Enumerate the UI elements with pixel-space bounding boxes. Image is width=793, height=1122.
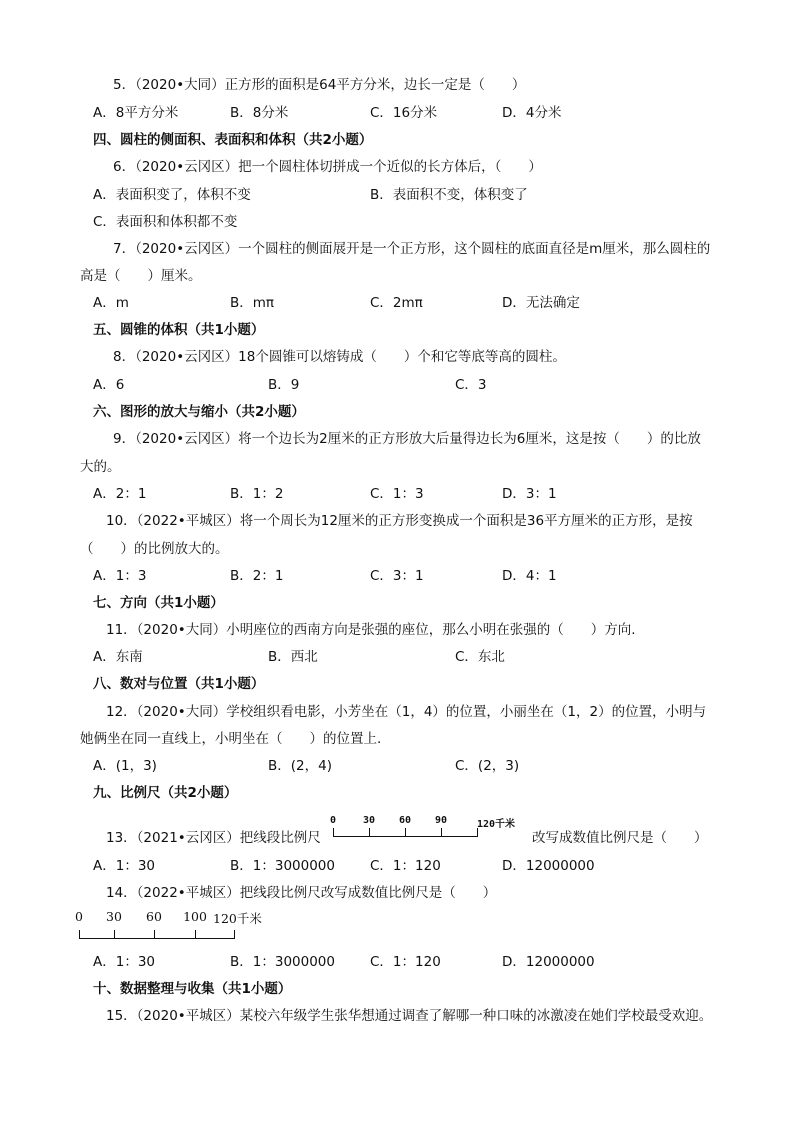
q14-scale-label-30: 30 <box>106 909 122 924</box>
q11-option-b: B．西北 <box>268 649 318 665</box>
question-5-stem: 5．（2020•大同）正方形的面积是64平方分米，边长一定是（ ） <box>113 77 526 93</box>
q5-option-a: A．8平方分米 <box>93 105 179 121</box>
section-heading-5: 五、圆锥的体积（共1小题） <box>93 322 265 338</box>
q11-option-c: C．东北 <box>455 649 505 665</box>
q7-option-d: D．无法确定 <box>502 295 580 311</box>
q14-option-a: A．1：30 <box>93 954 156 970</box>
q11-option-a: A．东南 <box>93 649 143 665</box>
question-9-stem-line2: 大的。 <box>80 459 121 475</box>
q14-scale-label-100: 100 <box>183 909 207 924</box>
q6-option-b: B．表面积不变，体积变了 <box>370 187 528 203</box>
question-11-stem: 11．（2020•大同）小明座位的西南方向是张强的座位，那么小明在张强的（ ）方向. <box>106 622 636 638</box>
q14-scale-tick <box>234 930 235 939</box>
q14-scale-label-60: 60 <box>146 909 162 924</box>
q9-option-b: B．1：2 <box>230 486 284 502</box>
q13-scale-tick <box>441 828 442 837</box>
q14-scale-tick <box>79 930 80 939</box>
q13-option-b: B．1：3000000 <box>230 858 335 874</box>
q10-option-b: B．2：1 <box>230 568 284 584</box>
q13-scale-tick <box>369 828 370 837</box>
question-12-stem-line1: 12．（2020•大同）学校组织看电影，小芳坐在（1，4）的位置，小丽坐在（1，2）的位置，小明与 <box>106 704 707 720</box>
question-10-stem-line2: （ ）的比例放大的。 <box>80 541 229 557</box>
q13-scale-tick <box>333 828 334 837</box>
section-heading-7: 七、方向（共1小题） <box>93 595 224 611</box>
q14-line-scale <box>74 909 274 943</box>
q9-option-a: A．2：1 <box>93 486 147 502</box>
q13-scale-label-90: 90 <box>434 815 448 826</box>
q7-option-c: C．2mπ <box>370 295 423 311</box>
q6-option-c: C．表面积和体积都不变 <box>93 214 238 230</box>
q8-option-a: A．6 <box>93 377 125 393</box>
q12-option-b: B．(2，4) <box>268 758 332 774</box>
q5-option-b: B．8分米 <box>230 105 289 121</box>
section-heading-8: 八、数对与位置（共1小题） <box>93 676 265 692</box>
q13-line-scale <box>325 815 525 839</box>
question-14-stem: 14．（2022•平城区）把线段比例尺改写成数值比例尺是（ ） <box>106 885 497 901</box>
q10-option-c: C．3：1 <box>370 568 424 584</box>
q14-scale-tick <box>195 930 196 939</box>
q14-scale-tick <box>154 930 155 939</box>
q9-option-c: C．1：3 <box>370 486 424 502</box>
question-13-stem-part2: 改写成数值比例尺是（ ） <box>532 830 708 846</box>
question-15-stem: 15．（2020•平城区）某校六年级学生张华想通过调查了解哪一种口味的冰激凌在她们学校最受欢迎。 <box>106 1008 713 1024</box>
q8-option-b: B．9 <box>268 377 300 393</box>
q7-option-b: B．mπ <box>230 295 275 311</box>
q13-scale-tick <box>405 828 406 837</box>
q13-scale-label-0: 0 <box>329 815 337 826</box>
q13-scale-label-30: 30 <box>362 815 376 826</box>
q10-option-a: A．1：3 <box>93 568 147 584</box>
section-heading-4: 四、圆柱的侧面积、表面积和体积（共2小题） <box>93 132 373 148</box>
question-7-stem-line2: 高是（ ）厘米。 <box>80 268 202 284</box>
question-8-stem: 8．（2020•云冈区）18个圆锥可以熔铸成（ ）个和它等底等高的圆柱。 <box>113 349 566 365</box>
question-12-stem-line2: 她俩坐在同一直线上，小明坐在（ ）的位置上. <box>80 731 382 747</box>
q13-scale-label-60: 60 <box>398 815 412 826</box>
q14-option-b: B．1：3000000 <box>230 954 335 970</box>
section-heading-6: 六、图形的放大与缩小（共2小题） <box>93 404 305 420</box>
question-7-stem-line1: 7．（2020•云冈区）一个圆柱的侧面展开是一个正方形，这个圆柱的底面直径是m厘米，那么圆柱的 <box>113 241 711 257</box>
q14-scale-bar <box>79 938 234 939</box>
q6-option-a: A．表面积变了，体积不变 <box>93 187 251 203</box>
question-13-stem-part1: 13．（2021•云冈区）把线段比例尺 <box>106 830 321 846</box>
q14-option-c: C．1：120 <box>370 954 441 970</box>
q13-option-d: D．12000000 <box>502 858 595 874</box>
section-heading-10: 十、数据整理与收集（共1小题） <box>93 981 292 997</box>
q9-option-d: D．3：1 <box>502 486 557 502</box>
q13-scale-tick <box>477 828 478 837</box>
question-6-stem: 6．（2020•云冈区）把一个圆柱体切拼成一个近似的长方体后，（ ） <box>113 159 542 175</box>
q13-scale-label-120: 120千米 <box>476 819 516 830</box>
q13-option-a: A．1：30 <box>93 858 156 874</box>
q8-option-c: C．3 <box>455 377 487 393</box>
q14-scale-label-0: 0 <box>75 909 83 924</box>
q13-option-c: C．1：120 <box>370 858 441 874</box>
q5-option-d: D．4分米 <box>502 105 562 121</box>
question-9-stem-line1: 9．（2020•云冈区）将一个边长为2厘米的正方形放大后量得边长为6厘米，这是按（ ）的比放 <box>113 431 701 447</box>
q10-option-d: D．4：1 <box>502 568 557 584</box>
q14-option-d: D．12000000 <box>502 954 595 970</box>
q5-option-c: C．16分米 <box>370 105 438 121</box>
section-heading-9: 九、比例尺（共2小题） <box>93 785 238 801</box>
question-10-stem-line1: 10．（2022•平城区）将一个周长为12厘米的正方形变换成一个面积是36平方厘米的正方形，是按 <box>106 513 693 529</box>
q14-scale-label-120: 120千米 <box>213 911 262 926</box>
q14-scale-tick <box>114 930 115 939</box>
q12-option-a: A．(1，3) <box>93 758 157 774</box>
q12-option-c: C．(2，3) <box>455 758 520 774</box>
q7-option-a: A．m <box>93 295 129 311</box>
